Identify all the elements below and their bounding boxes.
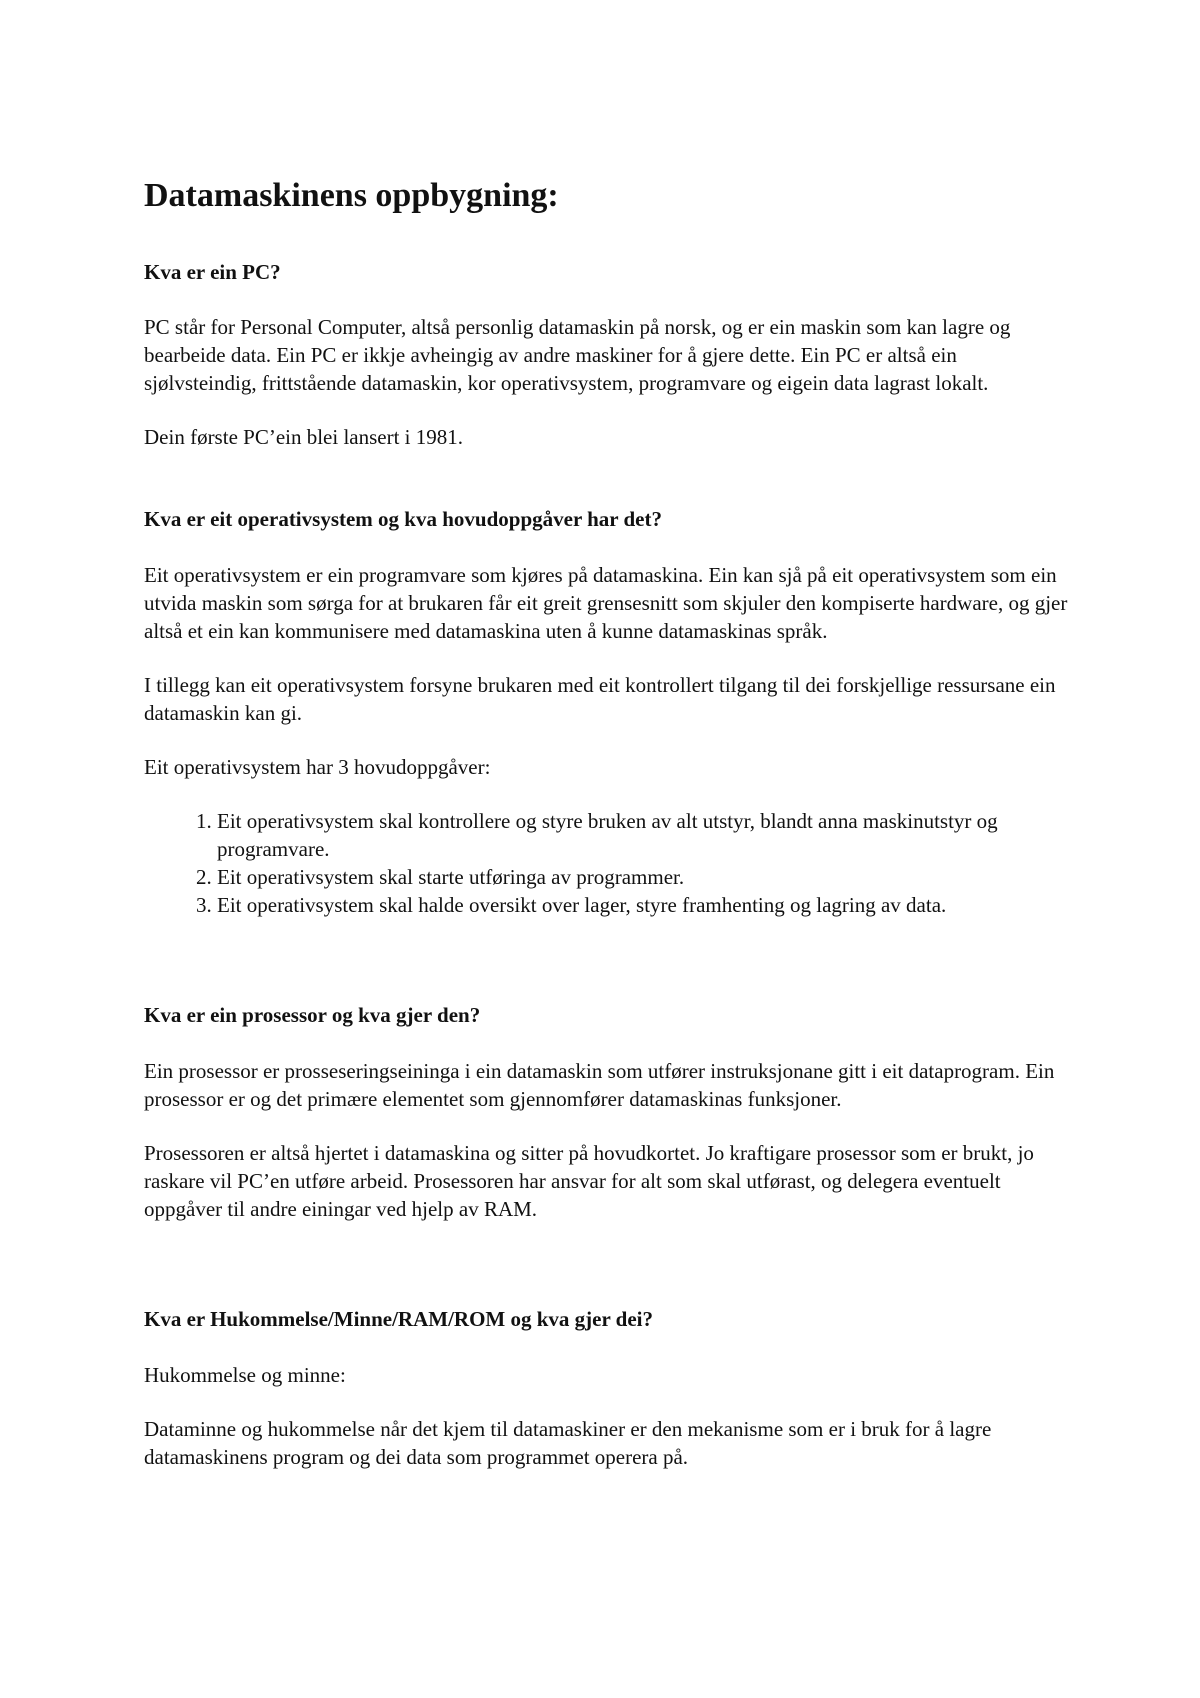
paragraph-processor-role: Prosessoren er altså hjertet i datamaskina og sitter på hovudkortet. Jo kraftigare prosessor som er brukt, jo raskare vil PC’en utføre arbeid. Prosessoren har ansvar for alt som skal utførast, og delegera eventuelt oppgåver til andre einingar ved hjelp av RAM. — [144, 1141, 1034, 1221]
list-item: 3. Eit operativsystem skal halde oversikt over lager, styre framhenting og lagring av data. — [217, 891, 1074, 919]
paragraph-memory-subheading: Hukommelse og minne: — [144, 1363, 346, 1387]
list-item: 2. Eit operativsystem skal starte utføringa av programmer. — [217, 863, 1074, 891]
heading-operating-system: Kva er eit operativsystem og kva hovudoppgåver har det? — [144, 507, 662, 531]
paragraph-pc-definition: PC står for Personal Computer, altså personlig datamaskin på norsk, og er ein maskin som kan lagre og bearbeide data. Ein PC er ikkje avheingig av andre maskiner for å gjere dette. Ein PC er altså ein sjølvsteindig, frittstående datamaskin, kor operativsystem, programvare og eigein data lagrast lokalt. — [144, 315, 1011, 395]
heading-memory: Kva er Hukommelse/Minne/RAM/ROM og kva gjer dei? — [144, 1307, 654, 1331]
paragraph-os-definition: Eit operativsystem er ein programvare som kjøres på datamaskina. Ein kan sjå på eit operativsystem som ein utvida maskin som sørga for at brukaren får eit greit grensesnitt som skjuler den kompiserte hardware, og gjer altså et ein kan kommunisere med datamaskina uten å kunne datamaskinas språk. — [144, 563, 1068, 643]
heading-what-is-pc: Kva er ein PC? — [144, 260, 281, 284]
paragraph-os-resources: I tillegg kan eit operativsystem forsyne brukaren med eit kontrollert tilgang til dei forskjellige ressursane ein datamaskin kan gi. — [144, 673, 1056, 725]
paragraph-processor-definition: Ein prosessor er prosseseringseininga i ein datamaskin som utfører instruksjonane gitt i eit dataprogram. Ein prosessor er og det primære elementet som gjennomfører datamaskinas funksjoner. — [144, 1059, 1055, 1111]
paragraph-memory-definition: Dataminne og hukommelse når det kjem til datamaskiner er den mekanisme som er i bruk for å lagre datamaskinens program og dei data som programmet operera på. — [144, 1417, 992, 1469]
os-tasks-list — [144, 807, 1074, 919]
document-body — [144, 176, 1074, 1471]
heading-processor: Kva er ein prosessor og kva gjer den? — [144, 1003, 481, 1027]
document-title: Datamaskinens oppbygning: — [144, 177, 559, 214]
list-item: 1. Eit operativsystem skal kontrollere og styre bruken av alt utstyr, blandt anna maskinutstyr og programvare. — [217, 807, 1074, 863]
paragraph-os-tasks-intro: Eit operativsystem har 3 hovudoppgåver: — [144, 755, 491, 779]
paragraph-pc-launch: Dein første PC’ein blei lansert i 1981. — [144, 425, 464, 449]
